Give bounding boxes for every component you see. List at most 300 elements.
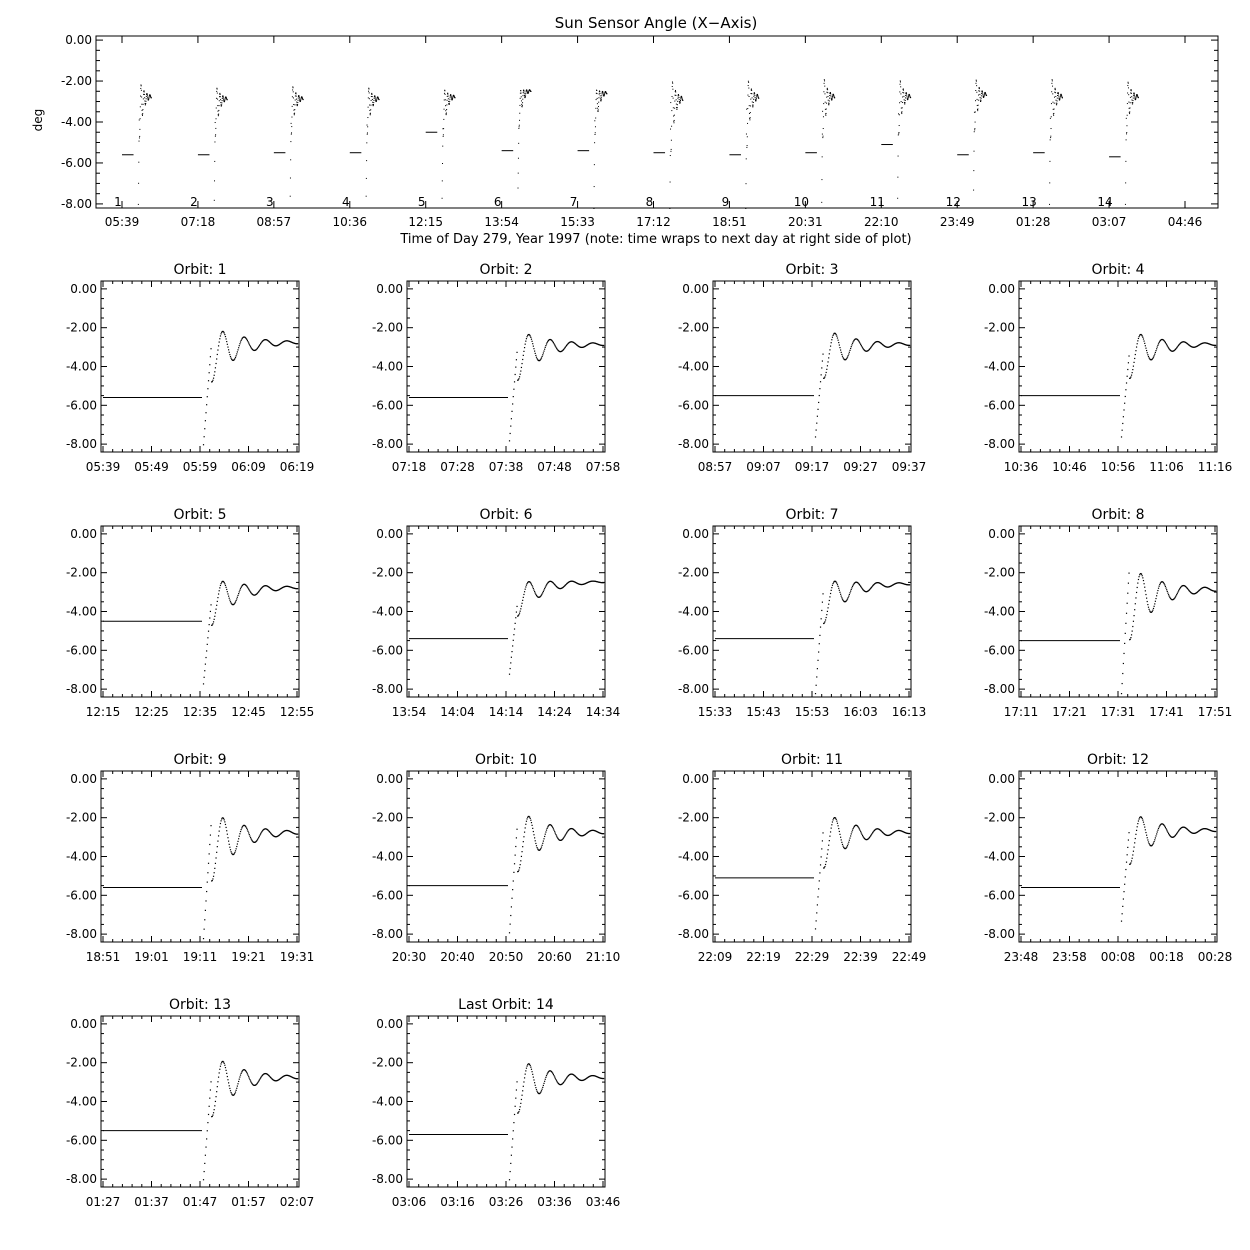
- main-data-point: [682, 100, 683, 101]
- main-data-point: [145, 103, 146, 104]
- subplot-ytick-label: -8.00: [371, 927, 403, 942]
- main-orbit-marker: 1: [114, 195, 122, 209]
- subplot-xtick-label: 22:29: [794, 950, 830, 964]
- main-data-point: [974, 131, 975, 132]
- subplot-data-point: [1167, 591, 1168, 592]
- subplot-data-point: [837, 823, 838, 824]
- main-data-point: [674, 101, 675, 102]
- subplot-data-point: [204, 929, 205, 930]
- subplot-data-point: [217, 349, 218, 350]
- subplot-data-point: [1138, 338, 1139, 339]
- main-data-point: [674, 108, 675, 109]
- subplot-ytick-label: -6.00: [371, 1133, 403, 1148]
- subplot-data-point: [1137, 343, 1138, 344]
- subplot-data-point: [546, 829, 547, 830]
- subplot-data-point: [212, 623, 213, 624]
- subplot-data-point: [565, 833, 566, 834]
- subplot-title: Orbit: 2: [479, 262, 533, 278]
- main-data-point: [1128, 83, 1129, 84]
- subplot-data-point: [1142, 818, 1143, 819]
- subplot-data-point: [553, 342, 554, 343]
- main-data-point: [295, 95, 296, 96]
- subplot-data-point: [852, 830, 853, 831]
- main-data-point: [295, 99, 296, 100]
- subplot-data-point: [815, 928, 816, 929]
- main-data-point: [214, 180, 215, 181]
- subplot-data-point: [210, 825, 211, 826]
- orbit-subplot: [372, 262, 620, 474]
- main-data-point: [824, 79, 825, 80]
- subplot-data-point: [204, 670, 205, 671]
- main-data-point: [300, 100, 301, 101]
- subplot-xtick-label: 10:36: [1003, 460, 1039, 474]
- subplot-data-point: [1157, 346, 1158, 347]
- subplot-data-point: [820, 864, 821, 865]
- main-data-point: [147, 94, 148, 95]
- main-orbit-marker: 2: [190, 195, 198, 209]
- subplot-data-point: [208, 380, 209, 381]
- subplot-data-point: [552, 826, 553, 827]
- main-data-point: [982, 93, 983, 94]
- main-data-point: [757, 95, 758, 96]
- subplot-ytick-label: -8.00: [371, 1172, 403, 1187]
- subplot-data-point: [236, 846, 237, 847]
- main-data-point: [593, 208, 594, 209]
- subplot-xtick-label: 07:38: [488, 460, 524, 474]
- subplot-data-point: [824, 377, 825, 378]
- main-data-point: [984, 95, 985, 96]
- main-data-point: [1062, 97, 1063, 98]
- subplot-data-point: [1157, 830, 1158, 831]
- subplot-data-point: [227, 1076, 228, 1077]
- subplot-data-point: [515, 374, 516, 375]
- subplot-data-point: [511, 657, 512, 658]
- subplot-data-point: [533, 346, 534, 347]
- main-data-point: [680, 98, 681, 99]
- subplot-data-point: [219, 1072, 220, 1073]
- subplot-xtick-label: 15:53: [794, 705, 830, 719]
- subplot-data-point: [1142, 577, 1143, 578]
- subplot-data-point: [219, 826, 220, 827]
- subplot-data-point: [547, 342, 548, 343]
- subplot-data-point: [1131, 634, 1132, 635]
- main-data-point: [898, 134, 899, 135]
- main-data-point: [981, 98, 982, 99]
- subplot-data-point: [516, 352, 517, 353]
- main-data-point: [594, 120, 595, 121]
- main-data-point: [749, 113, 750, 114]
- subplot-data-point: [226, 1073, 227, 1074]
- main-data-point: [899, 102, 900, 103]
- main-data-point: [982, 91, 983, 92]
- main-data-point: [1128, 87, 1129, 88]
- main-data-point: [746, 109, 747, 110]
- main-data-point: [746, 147, 747, 148]
- main-ytick-label: -8.00: [60, 196, 92, 211]
- subplot-data-point: [536, 357, 537, 358]
- subplot-data-point: [237, 351, 238, 352]
- subplot-data-point: [531, 1071, 532, 1072]
- main-data-point: [215, 134, 216, 135]
- main-data-point: [976, 92, 977, 93]
- subplot-data-point: [533, 1079, 534, 1080]
- main-data-point: [291, 134, 292, 135]
- main-data-point: [373, 102, 374, 103]
- main-data-point: [142, 110, 143, 111]
- subplot-data-point: [216, 605, 217, 606]
- subplot-ytick-label: -2.00: [371, 320, 403, 335]
- main-data-point: [520, 98, 521, 99]
- orbit-subplot: [66, 752, 314, 964]
- main-data-point: [980, 100, 981, 101]
- main-data-point: [371, 94, 372, 95]
- subplot-data-point: [226, 589, 227, 590]
- main-data-point: [224, 99, 225, 100]
- subplot-ytick-label: 0.00: [376, 771, 403, 786]
- subplot-xtick-label: 22:39: [843, 950, 878, 964]
- main-orbit-marker: 11: [869, 195, 885, 209]
- subplot-xtick-label: 17:51: [1197, 705, 1233, 719]
- subplot-data-point: [229, 599, 230, 600]
- main-data-point: [899, 91, 900, 92]
- main-data-point: [679, 101, 680, 102]
- main-data-point: [217, 93, 218, 94]
- subplot-ytick-label: -2.00: [983, 810, 1015, 825]
- subplot-data-point: [218, 593, 219, 594]
- subplot-data-point: [1147, 352, 1148, 353]
- subplot-ytick-label: -4.00: [65, 604, 97, 619]
- subplot-data-point: [1167, 345, 1168, 346]
- subplot-data-point: [247, 1073, 248, 1074]
- subplot-data-point: [1121, 693, 1122, 694]
- subplot-data-point: [861, 832, 862, 833]
- main-data-point: [296, 102, 297, 103]
- subplot-data-point: [537, 358, 538, 359]
- main-data-point: [522, 106, 523, 107]
- subplot-frame: [1019, 281, 1217, 452]
- subplot-data-point: [214, 371, 215, 372]
- subplot-data-point: [1125, 869, 1126, 870]
- subplot-data-point: [1158, 343, 1159, 344]
- subplot-data-point: [564, 836, 565, 837]
- subplot-data-point: [1132, 858, 1133, 859]
- subplot-data-point: [246, 828, 247, 829]
- main-data-point: [752, 101, 753, 102]
- subplot-data-point: [224, 821, 225, 822]
- subplot-data-point: [205, 664, 206, 665]
- subplot-data-point: [542, 354, 543, 355]
- main-data-point: [745, 208, 746, 209]
- main-data-point: [1059, 98, 1060, 99]
- orbit-subplot: [66, 997, 314, 1209]
- main-data-point: [519, 105, 520, 106]
- main-xtick-label: 17:12: [636, 215, 671, 229]
- main-data-point: [597, 103, 598, 104]
- subplot-data-point: [212, 1114, 213, 1115]
- subplot-data-point: [822, 832, 823, 833]
- main-data-point: [1134, 93, 1135, 94]
- main-data-point: [375, 97, 376, 98]
- subplot-data-point: [520, 370, 521, 371]
- subplot-xtick-label: 11:16: [1197, 460, 1233, 474]
- subplot-ytick-label: -8.00: [677, 682, 709, 697]
- main-data-point: [600, 95, 601, 96]
- subplot-data-point: [816, 685, 817, 686]
- subplot-data-point: [236, 1088, 237, 1089]
- subplot-data-point: [518, 1111, 519, 1112]
- subplot-data-point: [1132, 369, 1133, 370]
- subplot-data-point: [205, 910, 206, 911]
- main-data-point: [1055, 89, 1056, 90]
- subplot-data-point: [1127, 376, 1128, 377]
- subplot-data-point: [525, 344, 526, 345]
- subplot-frame: [1019, 771, 1217, 942]
- main-xtick-label: 20:31: [788, 215, 823, 229]
- subplot-data-point: [217, 841, 218, 842]
- main-data-point: [144, 97, 145, 98]
- main-data-point: [147, 97, 148, 98]
- subplot-data-point: [1155, 835, 1156, 836]
- subplot-data-point: [1123, 663, 1124, 664]
- subplot-data-point: [847, 357, 848, 358]
- subplot-data-point: [851, 346, 852, 347]
- main-data-point: [292, 106, 293, 107]
- subplot-data-point: [826, 861, 827, 862]
- subplot-data-point: [824, 866, 825, 867]
- main-data-point: [754, 95, 755, 96]
- subplot-data-point: [229, 354, 230, 355]
- main-data-point: [827, 89, 828, 90]
- main-data-point: [143, 90, 144, 91]
- main-data-point: [142, 113, 143, 114]
- subplot-data-point: [250, 837, 251, 838]
- subplot-data-point: [510, 433, 511, 434]
- subplot-data-point: [521, 363, 522, 364]
- subplot-data-point: [557, 837, 558, 838]
- subplot-ytick-label: -4.00: [371, 849, 403, 864]
- main-data-point: [1056, 104, 1057, 105]
- subplot-data-point: [234, 358, 235, 359]
- subplot-data-point: [210, 1081, 211, 1082]
- subplot-data-point: [1145, 832, 1146, 833]
- subplot-data-point: [1122, 683, 1123, 684]
- subplot-data-point: [511, 1146, 512, 1147]
- orbit-subplots: [66, 262, 1232, 1209]
- subplot-data-point: [1148, 607, 1149, 608]
- subplot-data-point: [205, 420, 206, 421]
- subplot-data-point: [859, 830, 860, 831]
- main-data-point: [679, 99, 680, 100]
- main-data-point: [973, 170, 974, 171]
- subplot-data-point: [1137, 826, 1138, 827]
- main-data-point: [1058, 92, 1059, 93]
- subplot-data-point: [824, 622, 825, 623]
- subplot-data-point: [829, 349, 830, 350]
- subplot-data-point: [1122, 913, 1123, 914]
- subplot-data-point: [1215, 591, 1216, 592]
- subplot-data-point: [523, 1081, 524, 1082]
- main-data-point: [445, 99, 446, 100]
- subplot-data-point: [832, 583, 833, 584]
- subplot-data-point: [219, 587, 220, 588]
- subplot-data-point: [542, 592, 543, 593]
- orbit-subplot: [66, 507, 314, 719]
- main-data-point: [295, 92, 296, 93]
- main-data-point: [829, 100, 830, 101]
- main-data-point: [829, 98, 830, 99]
- subplot-data-point: [521, 367, 522, 368]
- subplot-data-point: [526, 583, 527, 584]
- subplot-data-point: [1154, 354, 1155, 355]
- subplot-data-point: [209, 364, 210, 365]
- subplot-data-point: [547, 828, 548, 829]
- main-data-point: [604, 95, 605, 96]
- main-xtick-label: 15:33: [560, 215, 595, 229]
- subplot-data-point: [509, 674, 510, 675]
- subplot-data-point: [841, 352, 842, 353]
- subplot-data-point: [824, 376, 825, 377]
- main-plot-frame: [96, 36, 1218, 208]
- main-data-point: [290, 141, 291, 142]
- main-data-point: [978, 105, 979, 106]
- main-data-point: [678, 94, 679, 95]
- subplot-data-point: [526, 338, 527, 339]
- subplot-data-point: [215, 1101, 216, 1102]
- subplot-data-point: [1149, 357, 1150, 358]
- subplot-ytick-label: 0.00: [70, 281, 97, 296]
- subplot-data-point: [521, 603, 522, 604]
- main-data-point: [300, 99, 301, 100]
- subplot-data-point: [526, 336, 527, 337]
- subplot-data-point: [1125, 876, 1126, 877]
- subplot-data-point: [537, 847, 538, 848]
- subplot-data-point: [236, 848, 237, 849]
- main-data-point: [903, 88, 904, 89]
- main-data-point: [366, 160, 367, 161]
- main-data-point: [676, 104, 677, 105]
- subplot-data-point: [1133, 851, 1134, 852]
- subplot-data-point: [540, 359, 541, 360]
- subplot-xtick-label: 07:18: [391, 460, 427, 474]
- subplot-data-point: [532, 1074, 533, 1075]
- subplot-data-point: [835, 818, 836, 819]
- main-data-point: [371, 100, 372, 101]
- main-data-point: [980, 101, 981, 102]
- subplot-data-point: [234, 1093, 235, 1094]
- subplot-data-point: [241, 827, 242, 828]
- main-data-point: [673, 116, 674, 117]
- subplot-data-point: [1167, 592, 1168, 593]
- subplot-data-point: [555, 347, 556, 348]
- subplot-data-point: [531, 341, 532, 342]
- subplot-ytick-label: -4.00: [371, 1094, 403, 1109]
- subplot-ytick-label: -4.00: [677, 604, 709, 619]
- subplot-data-point: [828, 357, 829, 358]
- subplot-data-point: [1148, 356, 1149, 357]
- subplot-data-point: [849, 838, 850, 839]
- main-data-point: [975, 100, 976, 101]
- subplot-data-point: [849, 350, 850, 351]
- subplot-data-point: [1143, 340, 1144, 341]
- subplot-data-point: [226, 830, 227, 831]
- subplot-data-point: [1124, 403, 1125, 404]
- main-data-point: [1133, 98, 1134, 99]
- main-data-point: [746, 183, 747, 184]
- main-data-point: [900, 82, 901, 83]
- main-data-point: [899, 114, 900, 115]
- subplot-data-point: [525, 1070, 526, 1071]
- orbit-subplot: [372, 997, 620, 1209]
- subplot-data-point: [536, 845, 537, 846]
- main-data-point: [1126, 139, 1127, 140]
- subplot-data-point: [235, 1091, 236, 1092]
- main-data-point: [758, 98, 759, 99]
- subplot-data-point: [207, 637, 208, 638]
- subplot-data-point: [1142, 335, 1143, 336]
- subplot-xtick-label: 20:50: [488, 950, 524, 964]
- subplot-data-point: [1126, 382, 1127, 383]
- main-data-point: [756, 99, 757, 100]
- subplot-data-point: [512, 403, 513, 404]
- subplot-data-point: [545, 585, 546, 586]
- subplot-xtick-label: 09:17: [794, 460, 830, 474]
- subplot-data-point: [210, 1089, 211, 1090]
- subplot-data-point: [239, 590, 240, 591]
- subplot-data-point: [1132, 372, 1133, 373]
- subplot-data-point: [861, 346, 862, 347]
- main-data-point: [221, 105, 222, 106]
- subplot-data-point: [525, 824, 526, 825]
- subplot-data-point: [210, 611, 211, 612]
- subplot-data-point: [217, 601, 218, 602]
- main-data-point: [1131, 93, 1132, 94]
- subplot-data-point: [520, 611, 521, 612]
- subplot-data-point: [851, 587, 852, 588]
- subplot-xtick-label: 07:48: [537, 460, 572, 474]
- subplot-data-point: [512, 889, 513, 890]
- subplot-data-point: [229, 1085, 230, 1086]
- subplot-data-point: [250, 1080, 251, 1081]
- main-data-point: [901, 108, 902, 109]
- subplot-data-point: [851, 344, 852, 345]
- main-data-point: [296, 93, 297, 94]
- subplot-data-point: [229, 844, 230, 845]
- subplot-data-point: [554, 1076, 555, 1077]
- main-data-point: [216, 91, 217, 92]
- main-orbit-series: [122, 84, 152, 204]
- subplot-data-point: [237, 597, 238, 598]
- main-data-point: [368, 97, 369, 98]
- subplot-data-point: [819, 388, 820, 389]
- subplot-xtick-label: 05:39: [85, 460, 121, 474]
- main-data-point: [1054, 103, 1055, 104]
- main-data-point: [140, 88, 141, 89]
- main-data-point: [1060, 97, 1061, 98]
- main-data-point: [1138, 97, 1139, 98]
- subplot-data-point: [214, 1109, 215, 1110]
- subplot-xtick-label: 01:47: [182, 1195, 218, 1209]
- subplot-data-point: [544, 836, 545, 837]
- subplot-data-point: [544, 1081, 545, 1082]
- subplot-data-point: [235, 357, 236, 358]
- subplot-data-point: [238, 347, 239, 348]
- subplot-data-point: [531, 584, 532, 585]
- main-data-point: [1126, 133, 1127, 134]
- subplot-xtick-label: 21:10: [585, 950, 621, 964]
- subplot-data-point: [217, 1081, 218, 1082]
- main-data-point: [294, 109, 295, 110]
- subplot-data-point: [1121, 921, 1122, 922]
